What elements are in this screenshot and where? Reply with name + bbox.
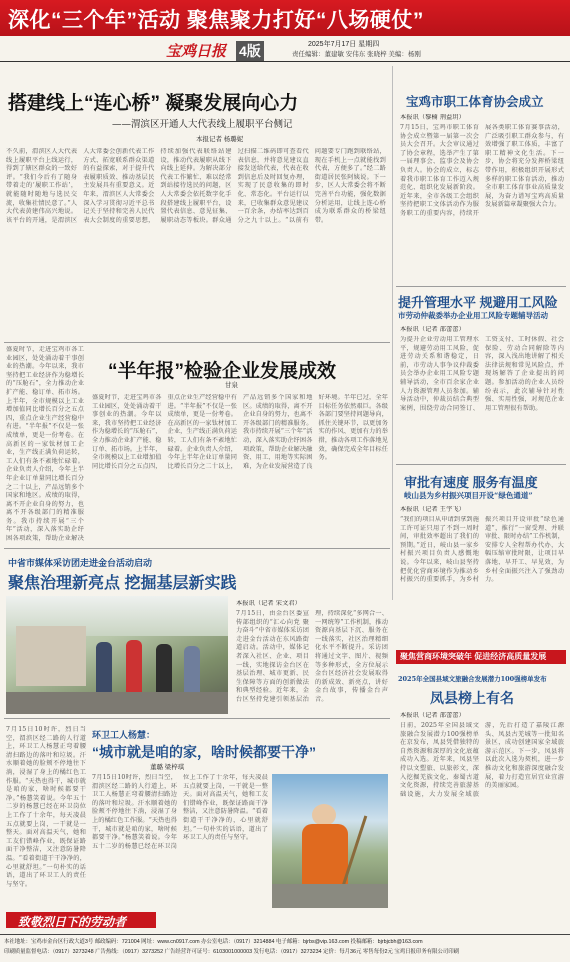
city-byline: 董璐 梁梓琪 — [150, 764, 185, 771]
promo-bar-text: 致敬烈日下的劳动者 — [18, 915, 127, 929]
tiyu-title: 宝鸡市职工体育协会成立 — [406, 95, 544, 109]
shenpi-subtitle: 岐山县为乡村振兴项目开设“绿色通道” — [404, 491, 533, 500]
half-title: “半年报”检验企业发展成效 — [108, 361, 337, 382]
tiyu-body: 7月15日，宝鸡市职工体育协会成立暨第一届第一次会员大会召开。大会审议通过了协会章程，选举产生了第一届理事会、监事会及协会负责人。协会的成立，标志着我市职工体育工作迈入规范化、组织化发展新阶段。近年来，全市各级工会组织坚持把职工文体活动作为服务职工的重要内容，持续开展各类职工体育赛事活动，广泛吸引职工群众参与，有效增强了职工体质，丰富了职工精神文化生活。下一步，协会将充分发挥桥梁纽带作用，积极组织开展形式多样的职工体育活动，推动全市职工体育事业高质量发展，为奋力谱写宝鸡高质量发展新篇章凝聚强大合力。 — [400, 124, 564, 217]
banner-text: 深化“三个年”活动 聚焦聚力打好“八场硬仗” — [8, 9, 424, 32]
footer-line-2: 印刷质量监督电话：（0917）3273248 广告热线：（0917）3273252 广告经营许可证号：6103001000003 发行电话：（0917）3273234 定价：每月36元 零售每份2元 宝鸡日报印务有限公司印刷 — [4, 949, 460, 955]
city-left-body: 7月15日10时许，烈日当空，渭滨区经二路的人行道上，环卫工人杨慧正弯着腰清扫路边的落叶和垃圾。汗水顺着她的脸颊不停地往下淌，浸湿了身上的橘红色工作服。“天热也得干，城市就是咱的家，啥时候都要干净。”杨慧笑着说。今年五十二岁的杨慧已经在环卫岗位上工作了十余年，每天凌晨五点就要上岗，一干就是一整天。面对高温天气，她和工友们错峰作业，既保证路面干净整洁，又注意防暑降温。“看着街道干干净净的，心里就舒坦。”一句朴实的话语，道出了环卫工人的责任与坚守。 — [6, 726, 86, 888]
bridge-byline: 本报记者 杨璐妮 — [196, 136, 244, 143]
footer-rule — [0, 934, 570, 935]
fengyun-byline: 本报讯（记者 邵蕾蕾） — [400, 712, 465, 719]
city-body: 7月15日10时许，烈日当空，渭滨区经二路的人行道上，环卫工人杨慧正弯着腰清扫路边的落叶和垃圾。汗水顺着她的脸颊不停地往下淌，浸湿了身上的橘红色工作服。“天热也得干，城市就是咱的家，啥时候都要干净。”杨慧笑着说。今年五十二岁的杨慧已经在环卫岗位上工作了十余年，每天凌晨五点就要上岗，一干就是一整天。面对高温天气，她和工友们错峰作业，既保证路面干净整洁，又注意防暑降温。“看着街道干干净净的，心里就舒坦。”一句朴实的话语，道出了环卫工人的责任与坚守。 — [92, 774, 268, 850]
city-kicker: 环卫工人杨慧： — [92, 731, 156, 741]
shenpi-body: “我们的项目从申请到拿到施工许可证只用了不到一周时间，审批效率超出了我们的预期。”近日，岐山县一家乡村振兴项目负责人感慨地说。今年以来，岐山县坚持把优化营商环境作为推动乡村振兴的重要抓手，为乡村振兴项目开设审批“绿色通道”，推行“一窗受理、并联审批、限时办结”工作机制，安排专人全程帮办代办，大幅压缩审批时限，让项目早落地、早开工、早见效，为乡村全面振兴注入了强劲动力。 — [400, 516, 564, 584]
fengxian-subtitle: 市劳动仲裁委举办企业用工风险专题辅导活动 — [398, 311, 548, 320]
city-title: “城市就是咱的家，啥时候都要干净” — [92, 744, 316, 760]
fengxian-title: 提升管理水平 规避用工风险 — [398, 295, 558, 310]
section-rule — [396, 464, 566, 465]
business-env-text: 聚焦营商环境突破年 促进经济高质量发展 — [400, 652, 547, 661]
fengyun-kicker: 2025年全国县域文旅融合发展潜力100强榜单发布 — [398, 675, 547, 683]
tiyu-byline: 本报讯（黎楠 荆益玥） — [400, 114, 465, 121]
governance-kicker: 中省市媒体采访团走进金台活动启动 — [8, 559, 153, 569]
column-divider — [392, 66, 393, 600]
bridge-subtitle: ——渭滨区开通人大代表线上履职平台侧记 — [112, 119, 293, 130]
top-banner — [0, 0, 570, 36]
fengyun-title: 凤县榜上有名 — [430, 690, 514, 706]
shenpi-byline: 本报讯（记者 王宇飞） — [400, 506, 465, 513]
section-rule — [4, 342, 390, 343]
half-byline: 甘泉 — [225, 382, 238, 389]
masthead — [0, 36, 570, 62]
section-rule — [4, 718, 390, 719]
edition-label: 4版 — [236, 41, 264, 61]
governance-body: 7月15日，由金台区委宣传部组织的“汇心向党 聚力奋斗”中省市媒体采访团走进金台活动在东风路街道启动。活动中，媒体记者深入社区、企业、项目一线，实地探访金台区在基层治理、城市更新、民生保障等方面的创新做法和典型经验。近年来，金台区坚持党建引领基层治理，持续深化“多网合一、一网统筹”工作机制，推动资源向基层下沉、服务在一线落实，社区治理精细化水平不断提升。采访团将通过文字、图片、视频等多种形式，全方位展示金台区经济社会发展取得的新成效、新亮点，讲好金台故事，传播金台声音。 — [236, 610, 388, 703]
photo-sanitation-worker — [272, 774, 388, 908]
fengxian-byline: 本报讯（记者 邵蕾蕾） — [400, 326, 465, 333]
fengyun-body: 日前，2025年全国县域文旅融合发展潜力100强榜单在京发布，凤县凭借独特的自然资源和深厚的文化底蕴成功入选。近年来，凤县坚持以文塑旅、以旅彰文，深入挖掘羌族文化、秦蜀古道文化资源，持续完善旅游基础设施，大力发展全域旅游，先后打造了嘉陵江源头、凤县古羌城等一批知名景区，成功创建国家全域旅游示范区。下一步，凤县将以此次入选为契机，进一步推动文化和旅游深度融合发展，着力打造宜居宜业宜游的美丽家园。 — [400, 722, 564, 798]
half-left-body: 盛夏时节，走进宝鸡市各工业园区，处处涌动着干事创业的热潮。今年以来，我市坚持把工业经济作为稳增长的“压舱石”，全力推动企业扩产能、稳订单、拓市场。上半年，全市规模以上工业增加值同比增长百分之五点四，重点企业生产经营稳中有进。“半年报”不仅是一张成绩单，更是一份考卷。在高新区的一家钛材加工企业，生产线正满负荷运转，工人们有条不紊地忙碌着。企业负责人介绍，今年上半年企业订单量同比增长百分之二十以上，产品远销多个国家和地区。成绩的取得，离不开企业自身的努力，也离不开各级部门的精准服务。我市持续开展“三个年”活动，深入落实助企纾困各项政策，帮助企业解决 — [6, 346, 84, 542]
bridge-body: 不久前，渭滨区人大代表线上履职平台上线运行，得到了辖区群众的一致好评。“我们今后有了随身带着走的‘履职工作站’，就能随时随地与选民交流，收集社情民意了。”人大代表黄建伟高兴地说。该平台的开通，是渭滨区人大常委会创新代表工作方式、拓宽联系群众渠道的有益探索，对于提升代表履职质效、推动基层民主发展具有重要意义。近年来，渭滨区人大常委会深入学习贯彻习近平总书记关于坚持和完善人民代表大会制度的重要思想，持续加强代表联络站建设，推动代表履职从线下向线上延伸。为解决部分代表工作繁忙、难以经常到站接待选民的问题，区人大常委会依托数字化手段搭建线上履职平台，设置代表信息、意见征集、履职动态等板块。群众通过扫描二维码即可查看代表信息，并将意见建议直接发送给代表，代表在收到信息后及时回复办理，实现了民意收集的即时化、常态化。平台运行以来，已收集群众意见建议一百余条，办结率达到百分之九十以上。“以前有问题要专门跑到联络站，现在手机上一点就能找到代表，方便多了。”经二路街道居民张阿姨说。下一步，区人大常委会将不断完善平台功能，强化数据分析运用，让线上连心桥成为联系群众的桥梁纽带。 — [6, 148, 386, 224]
half-body: 盛夏时节，走进宝鸡市各工业园区，处处涌动着干事创业的热潮。今年以来，我市坚持把工业经济作为稳增长的“压舱石”，全力推动企业扩产能、稳订单、拓市场。上半年，全市规模以上工业增加值同比增长百分之五点四，重点企业生产经营稳中有进。“半年报”不仅是一张成绩单，更是一份考卷。在高新区的一家钛材加工企业，生产线正满负荷运转，工人们有条不紊地忙碌着。企业负责人介绍，今年上半年企业订单量同比增长百分之二十以上，产品远销多个国家和地区。成绩的取得，离不开企业自身的努力，也离不开各级部门的精准服务。我市持续开展“三个年”活动，深入落实助企纾困各项政策，帮助企业解决融资、用工、用地等实际困难，为企业发展营造了良好环境。半年已过，全年目标任务依然艰巨。各级各部门要坚持问题导向，抓住关键环节，以更加务实的作风、更加有力的举措，推动各项工作落地见效，确保完成全年目标任务。 — [92, 394, 388, 470]
governance-byline: 本报讯（记者 宋文君） — [236, 600, 301, 607]
editors-line: 责任编辑：董建敏 安伟东 张晓梓 美编：杨刚 — [292, 51, 421, 58]
fengxian-body: 为提升企业劳动用工管理水平，规避劳动用工风险，促进劳动关系和谐稳定，日前，市劳动人事争议仲裁委员会举办企业用工风险专题辅导活动，全市百余家企业人力资源管理人员参加。辅导活动中，仲裁员结合典型案例，围绕劳动合同签订、工资支付、工时休假、社会保险、劳动合同解除等内容，深入浅出地讲解了相关法律法规和常见风险点，并现场解答了企业提出的问题。参加活动的企业人员纷纷表示，此次辅导针对性强、实用性强，对规范企业用工管理很有帮助。 — [400, 336, 564, 412]
shenpi-title: 审批有速度 服务有温度 — [404, 475, 538, 490]
governance-title: 聚焦治理新亮点 挖掘基层新实践 — [8, 575, 237, 592]
issue-date: 2025年7月17日 星期四 — [308, 41, 380, 48]
bridge-title: 搭建线上“连心桥” 凝聚发展向心力 — [8, 93, 299, 114]
section-rule — [4, 548, 390, 549]
promo-bar — [6, 912, 156, 928]
business-env-bar — [396, 650, 566, 664]
footer-line-1: 本社地址：宝鸡市金台区行政大道3号 邮政编码：721004 网址：www.cn0917.com 办公室电话：（0917）3214884 电子邮箱：bjrbs@vip.163.com 投稿邮箱：bjrbjcbh@163.com — [4, 939, 423, 945]
photo-governance — [6, 596, 228, 714]
section-rule — [396, 286, 566, 287]
paper-logo: 宝鸡日报 — [166, 42, 227, 60]
